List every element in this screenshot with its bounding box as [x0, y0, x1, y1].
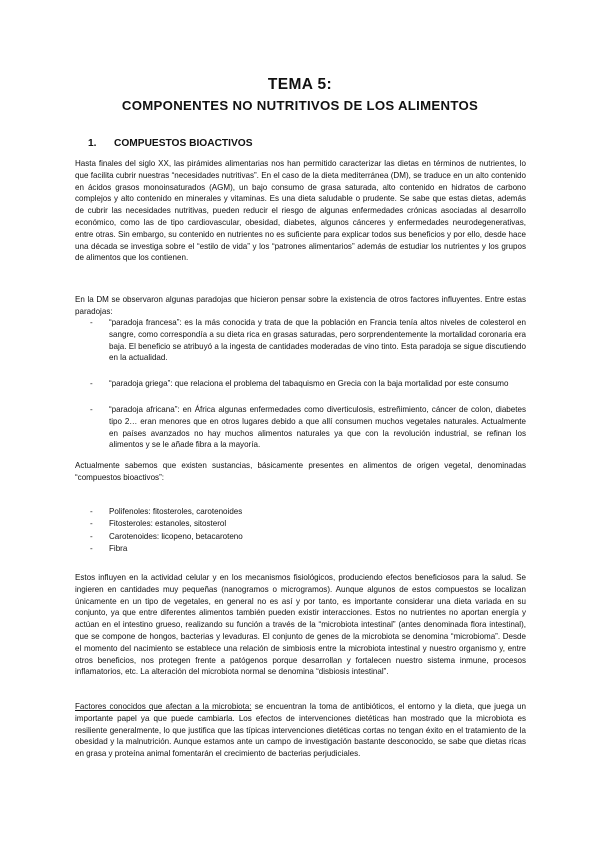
list-dash: - — [90, 379, 93, 389]
list-item-text: “paradoja francesa”: es la más conocida y trata de que la población en Francia tenía altos niveles de colesterol en sangre, como correspondía a su dieta rica en grasas saturadas, pero sorprendentemente la mortalidad coronaria era baja. El beneficio se atribuyó a la ingesta de cantidades moderadas de vino tinto. Esta paradoja se sigue discutiendo en la actualidad. — [109, 318, 526, 363]
section-title: COMPUESTOS BIOACTIVOS — [114, 138, 253, 149]
list-item — [75, 404, 526, 451]
list-dash: - — [90, 404, 93, 414]
list-dash: - — [90, 519, 93, 529]
list-dash: - — [90, 544, 93, 554]
page-subtitle: COMPONENTES NO NUTRITIVOS DE LOS ALIMENTOS — [121, 98, 479, 113]
paragraph-compounds-intro: Actualmente sabemos que existen sustancias, básicamente presentes en alimentos de origen vegetal, denominadas “compuestos bioactivos”: — [75, 461, 526, 482]
page-title: TEMA 5: — [267, 76, 333, 93]
list-dash: - — [90, 507, 93, 516]
paragraph-factors — [75, 701, 526, 760]
list-item-text: “paradoja africana”: en África algunas enfermedades como diverticulosis, estreñimiento, cáncer de colon, diabetes tipo 2… eran menores que en otros lugares debido a que allí consumen muchos vegetales naturales. Actualmente en países avanzados no hay muchos alimentos naturales ya que con la revolución industrial, se refinan los alimentos y se le añade fibra a la mayoría. — [109, 404, 526, 450]
factors-lead: Factores conocidos que afectan a la microbiota: — [75, 702, 252, 711]
list-dash: - — [90, 318, 93, 327]
paragraph-effects: Estos influyen en la actividad celular y en los mecanismos fisiológicos, produciendo efectos beneficiosos para la salud. Se ingieren en cantidades muy pequeñas (nanogramos o microgramos). Aunque algunos de estos compuestos se localizan únicamente en un tipo de vegetales, en general no es así y por tanto, es importante considerar una dieta variada en su conjunto, ya que entre diferentes alimentos también pueden existir interacciones. Estos no nutrientes no aportan energía y actúan en el intestino grueso, realizando su función a través de la “microbiota intestinal” (antes denominada flora intestinal), que se compone de hongos, bacterias y levaduras. El conjunto de genes de la microbiota se denomina “microbioma”. Desde el momento del nacimiento se establece una relación de simbiosis entre la microbiota intestinal y nuestro organismo y, entre otros beneficios, nos protegen frente a patógenos porque desarrollan y fortalecen nuestro sistema inmune, procesos inflamatorios, etc. La alteración del microbiota normal se denomina “disbiosis intestinal”. — [75, 573, 526, 677]
list-item-text: Polifenoles: fitosteroles, carotenoides — [109, 507, 243, 516]
list-item — [75, 543, 526, 555]
list-item-text: Carotenoides: licopeno, betacaroteno — [109, 531, 243, 541]
list-item — [75, 506, 526, 518]
list-item — [75, 317, 526, 364]
list-item — [75, 518, 526, 530]
factors-text: se encuentran la toma de antibióticos, el entorno y la dieta, que juega un importante papel ya que puede cambiarla. Los efectos de intervenciones dietéticas han mostrado que la microbiota es resiliente generalmente, lo que justifica que las típicas intervenciones dietéticas cortas no tengan éxito en el tratamiento de la obesidad y la malnutrición. Aunque estamos ante un campo de investigación bastante desconocido, se sabe que dietas ricas en grasa y proteína animal fomentarán el crecimiento de bacterias perjudiciales. — [75, 702, 526, 759]
list-dash: - — [90, 531, 93, 541]
list-item-text: Fitosteroles: estanoles, sitosterol — [109, 519, 227, 529]
list-item-text: “paradoja griega”: que relaciona el problema del tabaquismo en Grecia con la baja mortalidad por este consumo — [109, 379, 509, 389]
list-item — [75, 531, 526, 543]
paragraph-paradoxes-intro: En la DM se observaron algunas paradojas que hicieron pensar sobre la existencia de otros factores influyentes. Entre estas paradojas: — [75, 295, 526, 316]
compound-list — [75, 506, 526, 556]
list-item — [75, 378, 526, 390]
section-number: 1. — [88, 138, 97, 149]
list-item-text: Fibra — [109, 544, 128, 554]
section-heading — [88, 138, 253, 149]
paragraph-intro: Hasta finales del siglo XX, las pirámides alimentarias nos han permitido caracterizar las dietas en términos de nutrientes, lo que facilita cubrir nuestras “necesidades nutritivas”. En el caso de la dieta mediterránea (DM), se traduce en un alto contenido en ácidos grasos monoinsaturados (AGM), un bajo consumo de grasa saturada, alto contenido en hidratos de carbono complejos y alto contenido en minerales y vitaminas. Es una dieta saludable o prudente. Se sabe que estas dietas, además de cubrir las necesidades nutritivas, pueden reducir el riesgo de algunas enfermedades crónicas asociadas al desarrollo económico, como las de tipo cardiovascular, obesidad, diabetes, algunos cánceres y enfermedades neurodegenerativas, entre otras. Sin embargo, su contenido en nutrientes no es suficiente para explicar todos sus beneficios y por ello, desde hace una década se investiga sobre el “estilo de vida” y los “patrones alimentarios” además de estudiar los nutrientes y los grupos de alimentos que los contienen. — [75, 159, 526, 263]
paradox-list — [75, 317, 526, 465]
